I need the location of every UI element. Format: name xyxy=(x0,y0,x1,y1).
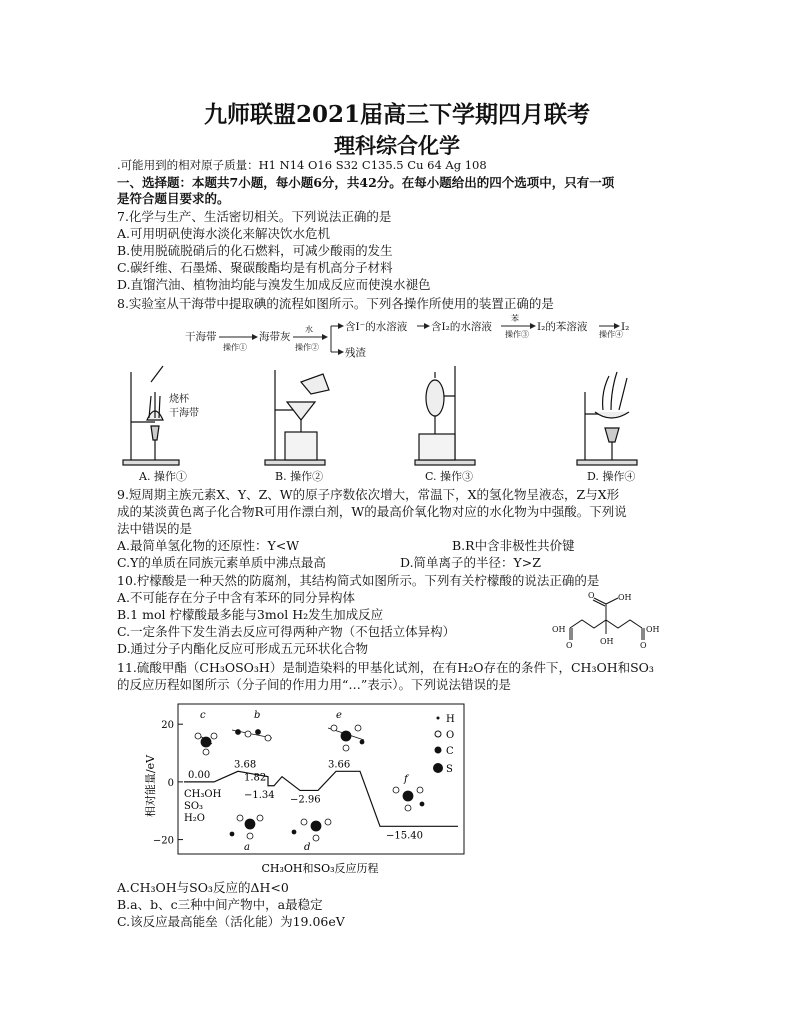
q10-stem: 10.柠檬酸是一种天然的防腐剂，其结构简式如图所示。下列有关柠檬酸的说法正确的是 xyxy=(117,573,600,588)
ts-label-1: 1.82 xyxy=(244,772,267,784)
q9-stem-line2: 成的某淡黄色离子化合物R可用作漂白剂，W的最高价氧化物对应的水化物为中强酸。下列说 xyxy=(117,504,627,519)
q9-option-a: A.最简单氢化物的还原性：Y<W xyxy=(117,538,300,553)
q9-option-b: B.R中含非极性共价键 xyxy=(452,538,575,553)
ts-label-2: 3.66 xyxy=(328,759,351,771)
reactant-so3: SO₃ xyxy=(184,801,204,812)
molecule-f xyxy=(393,787,424,811)
flow-op2: 操作② xyxy=(295,343,319,352)
legend-o: O xyxy=(446,730,455,741)
flow-node-iodine-benzene: I₂的苯溶液 xyxy=(537,321,588,333)
flow-benzene: 苯 xyxy=(511,314,519,323)
legend-s: S xyxy=(446,764,453,775)
flow-node-iodide-solution: 含I⁻的水溶液 xyxy=(345,321,408,333)
flow-water: 水 xyxy=(305,325,313,334)
citric-o-right: O xyxy=(640,641,647,650)
species-label-b: b xyxy=(254,710,261,721)
level-label-0: 0.00 xyxy=(188,769,211,781)
q11-option-b: B.a、b、c三种中间产物中，a最稳定 xyxy=(117,897,323,912)
molecule-a xyxy=(230,815,263,839)
flow-node-kelp-ash: 海带灰 xyxy=(259,331,291,343)
page-subtitle: 理科综合化学 xyxy=(334,133,460,158)
apparatus-kelp-label: 干海带 xyxy=(169,408,199,419)
citric-o-top: O xyxy=(588,592,595,600)
page-title: 九师联盟2021届高三下学期四月联考 xyxy=(203,101,590,128)
q7-option-b: B.使用脱硫脱硝后的化石燃料，可减少酸雨的发生 xyxy=(117,243,393,258)
q8-stem: 8.实验室从干海带中提取碘的流程如图所示。下列各操作所使用的装置正确的是 xyxy=(117,296,554,311)
molecule-c xyxy=(195,733,217,755)
flow-node-residue: 残渣 xyxy=(345,347,366,359)
apparatus-b-filtration xyxy=(265,370,329,465)
reactant-h2o: H₂O xyxy=(184,813,205,824)
citric-oh-right: OH xyxy=(646,625,660,634)
q10-option-c: C.一定条件下发生消去反应可得两种产物（不包括立体异构） xyxy=(117,624,456,639)
reactant-ch3oh: CH₃OH xyxy=(184,789,222,800)
q7-option-a: A.可用明矾使海水淡化来解决饮水危机 xyxy=(117,226,331,241)
molecule-d xyxy=(292,819,331,841)
legend-h: H xyxy=(446,714,455,725)
flow-op3: 操作③ xyxy=(505,330,529,339)
q8-flow-diagram xyxy=(185,312,645,360)
chart-ylabel: 相对能量/eV xyxy=(144,754,157,818)
molecule-b xyxy=(232,730,272,742)
chart-legend xyxy=(433,714,455,775)
ts-label-0: 3.68 xyxy=(234,759,257,771)
q11-option-a: A.CH₃OH与SO₃反应的ΔH<0 xyxy=(117,880,289,895)
section-heading-line1: 一、选择题：本题共7小题，每小题6分，共42分。在每小题给出的四个选项中，只有一项 xyxy=(117,175,615,190)
q10-option-b: B.1 mol 柠檬酸最多能与3mol H₂发生加成反应 xyxy=(117,607,384,622)
q11-stem-line2: 的反应历程如图所示（分子间的作用力用“…”表示）。下列说法错误的是 xyxy=(117,677,512,692)
atomic-masses: .可能用到的相对原子质量：H1 N14 O16 S32 C135.5 Cu 64 Ag 108 xyxy=(117,158,487,172)
species-label-e: e xyxy=(336,710,342,721)
chart-xlabel: CH₃OH和SO₃反应历程 xyxy=(261,862,379,875)
q9-stem-line3: 法中错误的是 xyxy=(117,521,193,536)
flow-node-iodine: I₂ xyxy=(621,321,630,333)
apparatus-c-separatory-funnel xyxy=(415,366,475,465)
citric-acid-structure xyxy=(548,592,688,650)
apparatus-d-evaporation xyxy=(577,372,637,465)
q8-apparatus-figure xyxy=(115,362,675,486)
species-label-f: f xyxy=(404,774,408,785)
citric-oh-top: OH xyxy=(618,593,632,602)
molecule-sketches xyxy=(195,725,424,841)
q9-stem-line1: 9.短周期主族元素X、Y、Z、W的原子序数依次增大，常温下，X的氢化物呈液态，Z与X形 xyxy=(117,487,620,502)
citric-o-left: O xyxy=(566,641,573,650)
q7-option-c: C.碳纤维、石墨烯、聚碳酸酯均是有机高分子材料 xyxy=(117,260,393,275)
level-label-1: −1.34 xyxy=(244,789,275,801)
apparatus-caption-a: A. 操作① xyxy=(139,470,187,483)
apparatus-caption-c: C. 操作③ xyxy=(425,470,474,483)
flow-node-dry-kelp: 干海带 xyxy=(185,331,217,343)
q11-option-c: C.该反应最高能垒（活化能）为19.06eV xyxy=(117,914,345,929)
species-label-d: d xyxy=(304,842,311,853)
apparatus-beaker-label: 烧杯 xyxy=(169,394,189,405)
q10-option-a: A.不可能存在分子中含有苯环的同分异构体 xyxy=(117,590,356,605)
energy-profile-line xyxy=(184,771,458,826)
y-tick-label-0: 0 xyxy=(167,777,174,789)
species-labels xyxy=(200,710,410,853)
q9-option-c: C.Y的单质在同族元素单质中沸点最高 xyxy=(117,555,326,570)
level-label-2: −2.96 xyxy=(290,794,321,806)
energy-profile-chart xyxy=(140,696,480,878)
species-label-a: a xyxy=(244,842,250,853)
apparatus-caption-b: B. 操作② xyxy=(275,470,324,483)
citric-oh-mid: OH xyxy=(600,637,614,646)
level-label-3: −15.40 xyxy=(386,830,424,842)
molecule-e xyxy=(328,725,364,751)
legend-c: C xyxy=(446,746,454,757)
q9-option-d: D.简单离子的半径：Y>Z xyxy=(400,555,541,570)
y-tick-label--20: −20 xyxy=(152,835,174,847)
q11-stem-line1: 11.硫酸甲酯（CH₃OSO₃H）是制造染料的甲基化试剂，在有H₂O存在的条件下，CH₃OH和SO₃ xyxy=(117,660,654,675)
apparatus-caption-d: D. 操作④ xyxy=(587,470,636,483)
species-label-c: c xyxy=(200,710,206,721)
q7-stem: 7.化学与生产、生活密切相关。下列说法正确的是 xyxy=(117,209,392,224)
q7-option-d: D.直馏汽油、植物油均能与溴发生加成反应而使溴水褪色 xyxy=(117,277,431,292)
flow-op1: 操作① xyxy=(223,343,247,352)
citric-oh-left: OH xyxy=(552,625,566,634)
q10-option-d: D.通过分子内酯化反应可形成五元环状化合物 xyxy=(117,641,369,656)
flow-op4: 操作④ xyxy=(599,330,623,339)
y-tick-label-20: 20 xyxy=(161,720,174,732)
section-heading-line2: 是符合题目要求的。 xyxy=(117,191,230,206)
flow-node-iodine-solution: 含I₂的水溶液 xyxy=(431,321,492,333)
